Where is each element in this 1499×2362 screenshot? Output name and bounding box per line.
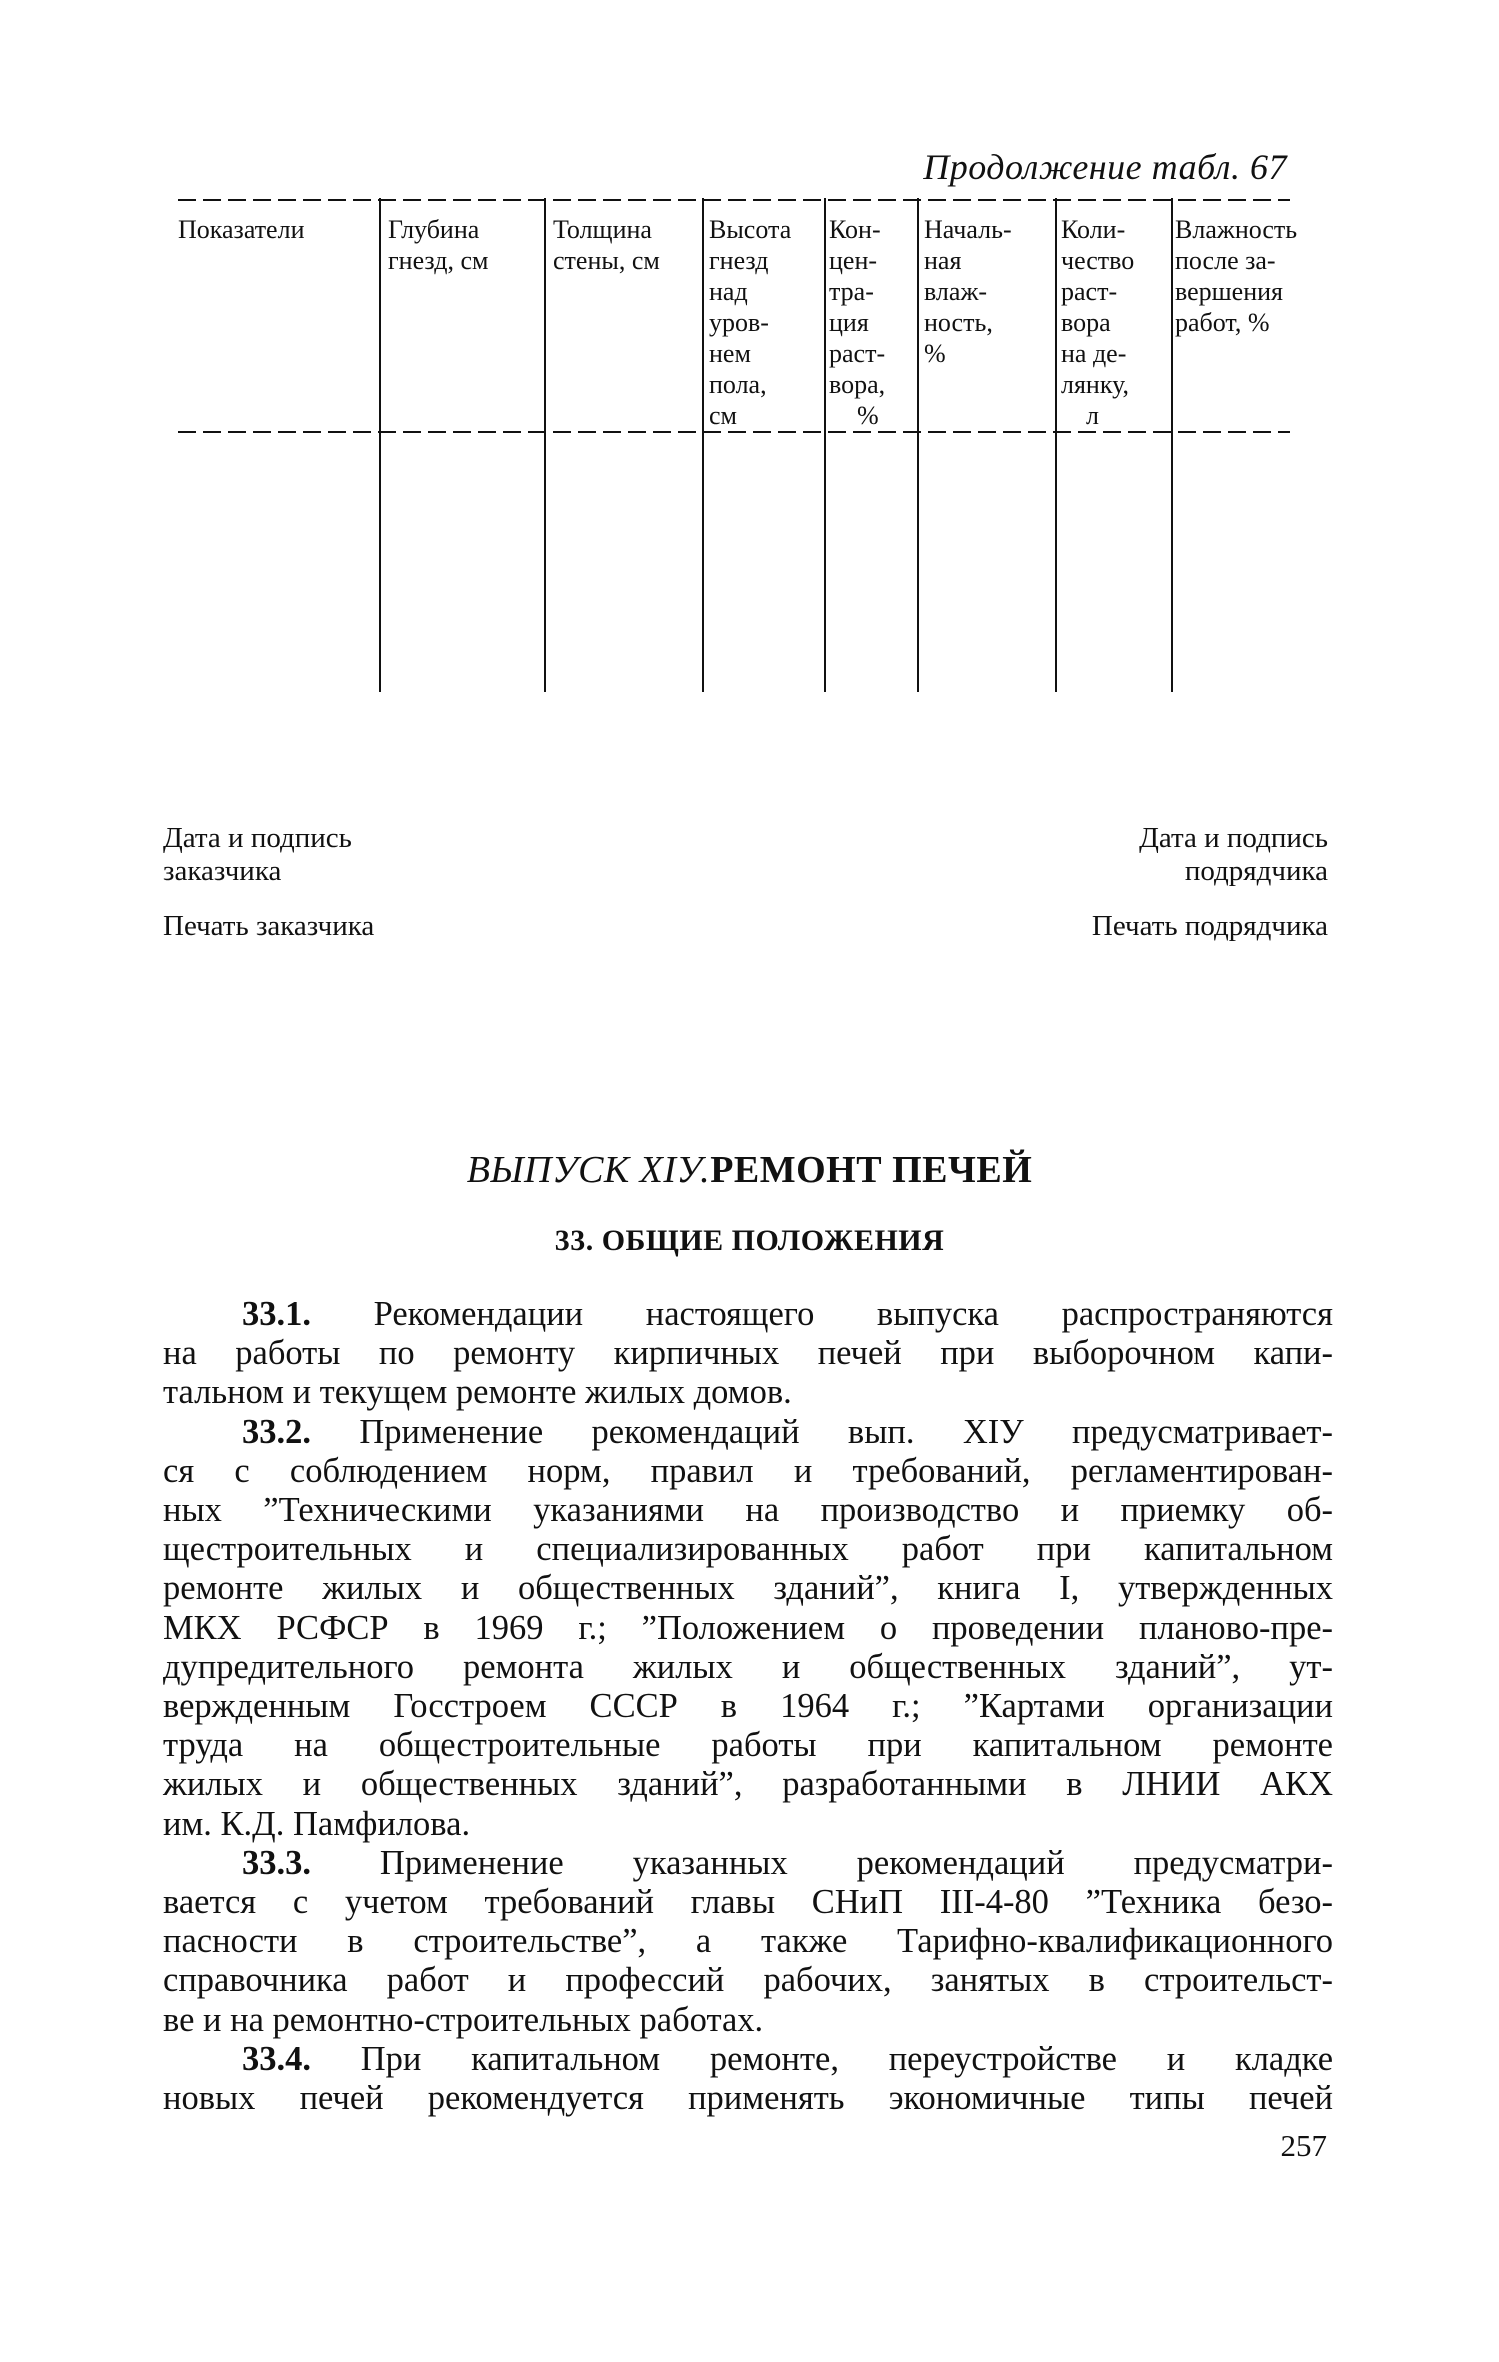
issue-title: РЕМОНТ ПЕЧЕЙ — [710, 1149, 1033, 1191]
col-header-wall: Толщина стены, см — [553, 215, 660, 275]
col-header-indicators: Показатели — [178, 215, 305, 244]
contractor-signature-label: Дата и подпись подрядчика — [1139, 822, 1328, 887]
issue-label: ВЫПУСК XIУ. — [466, 1149, 711, 1191]
contractor-stamp-label: Печать подрядчика — [1091, 910, 1328, 942]
customer-signature-label: Дата и подпись заказчика — [163, 822, 352, 887]
paragraph-33-1: 33.1. Рекомендации настоящего выпуска распространяются на работы по ремонту кирпичных печей при выборочном капи- тальном и текущем ремонте жилых домов. — [163, 1295, 1333, 1412]
body-text — [163, 1295, 1333, 2118]
col-header-final-moisture: Влажность после за- вершения работ, % — [1175, 215, 1298, 337]
customer-stamp-label: Печать заказчика — [163, 910, 375, 942]
paragraph-33-2: 33.2. Применение рекомендаций вып. XIУ предусматривает- ся с соблюдением норм, правил и требований, регламентирован- ных ”Техническими указаниями на производство и приемку об- щестроительных и специализированных работ при капитальном ремонте жилых и общественных зданий”, книга I, утвержденных МКХ РСФСР в 1969 г.; ”Положением о проведении планово-пре- дупредительного ремонта жилых и общественных зданий”, ут- вержденным Госстроем СССР в 1964 г.; ”Картами организации труда на общестроительные работы при капитальном ремонте жилых и общественных зданий”, разработанными в ЛНИИ АКХ им. К.Д. Памфилова. — [163, 1412, 1333, 1843]
form-table — [0, 0, 1499, 760]
col-header-quantity: Коли- чество раст- вора на де- лянку, л — [1061, 215, 1135, 430]
col-header-concentration: Кон- цен- тра- ция раст- вора, % — [829, 215, 886, 430]
issue-heading — [0, 1148, 1499, 1192]
continuation-label: Продолжение табл. 67 — [923, 147, 1287, 187]
paragraph-33-4: 33.4. При капитальном ремонте, переустройстве и кладке новых печей рекомендуется применять экономичные типы печей — [163, 2039, 1334, 2118]
subsection-heading: 33. ОБЩИЕ ПОЛОЖЕНИЯ — [554, 1224, 945, 1257]
col-header-depth: Глубина гнезд, см — [388, 215, 489, 275]
paragraph-33-3: 33.3. Применение указанных рекомендаций предусматри- вается с учетом требований главы СНиП III-4-80 ”Техника безо- пасности в строительстве”, а также Тарифно-квалификационного справочника работ и профессий рабочих, занятых в строительст- ве и на ремонтно-строительных работах. — [163, 1843, 1333, 2039]
col-header-height: Высота гнезд над уров- нем пола, см — [709, 215, 792, 430]
col-header-initial-moisture: Началь- ная влаж- ность, % — [924, 215, 1012, 368]
page-number: 257 — [1280, 2128, 1327, 2163]
